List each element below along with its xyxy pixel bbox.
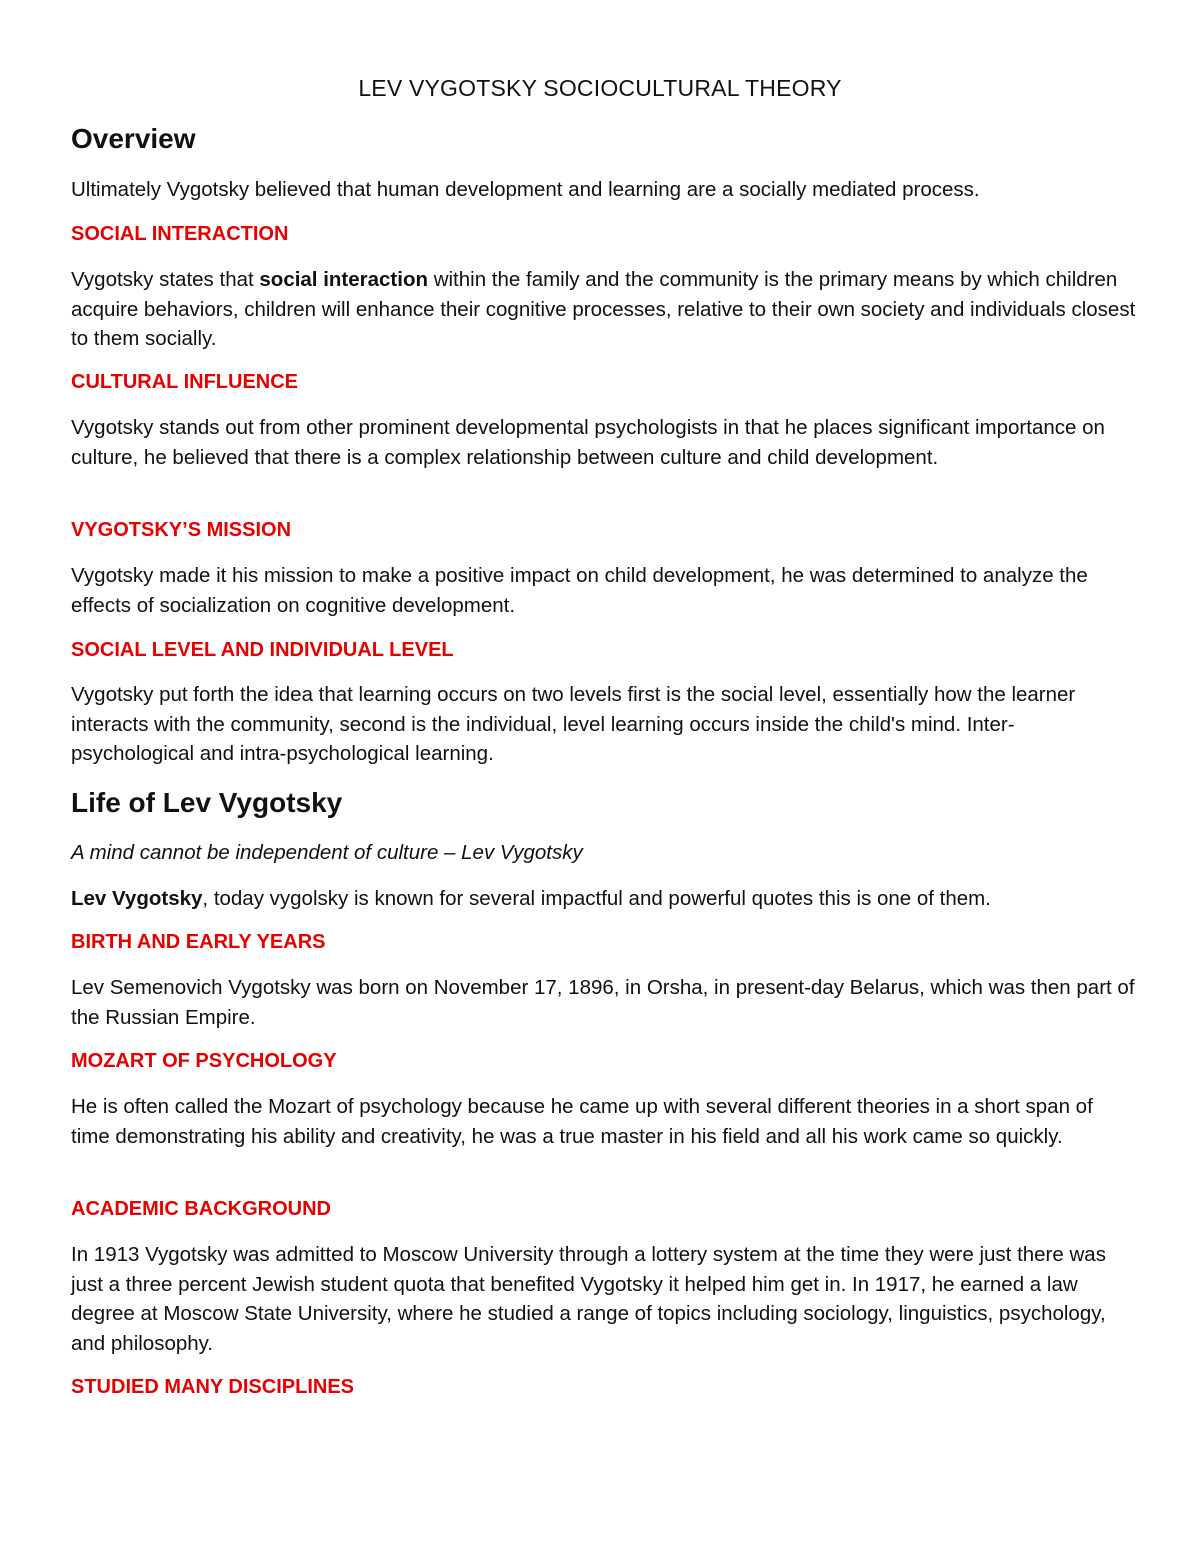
academic-heading: ACADEMIC BACKGROUND [71,1198,331,1220]
birth-paragraph: Lev Semenovich Vygotsky was born on November 17, 1896, in Orsha, in present-day Belarus, which was then part of the Russian Empire. [71,976,1135,1029]
disciplines-heading: STUDIED MANY DISCIPLINES [71,1376,354,1398]
life-quote [71,838,1136,868]
overview-heading: Overview [71,123,196,154]
mozart-paragraph: He is often called the Mozart of psychology because he came up with several different theories in a short span of time demonstrating his ability and creativity, he was a true master in his field and all his work came so quickly. [71,1095,1093,1148]
life-heading: Life of Lev Vygotsky [71,787,343,818]
social-interaction-heading: SOCIAL INTERACTION [71,223,289,245]
document-title: LEV VYGOTSKY SOCIOCULTURAL THEORY [358,75,842,101]
mozart-heading: MOZART OF PSYCHOLOGY [71,1050,337,1072]
birth-heading: BIRTH AND EARLY YEARS [71,931,326,953]
cultural-influence-paragraph: Vygotsky stands out from other prominent developmental psychologists in that he places significant importance on culture, he believed that there is a complex relationship between culture and child development. [71,416,1105,469]
quote-text: A mind cannot be independent of culture – Lev Vygotsky [71,841,583,864]
life-intro-text: , today vygolsky is known for several impactful and powerful quotes this is one of them. [202,887,991,910]
mission-heading: VYGOTSKY’S MISSION [71,519,292,541]
mission-paragraph: Vygotsky made it his mission to make a positive impact on child development, he was determined to analyze the effects of socialization on cognitive development. [71,564,1088,617]
life-intro-paragraph [71,884,1136,914]
cultural-influence-heading: CULTURAL INFLUENCE [71,371,299,393]
social-interaction-text-start: Vygotsky states that [71,268,260,291]
social-interaction-bold-term: social interaction [259,268,428,291]
levels-paragraph: Vygotsky put forth the idea that learning occurs on two levels first is the social level, essentially how the learner interacts with the community, second is the individual, level learning occurs inside the child's mind. Inter-psychological and intra-psychological learning. [71,683,1076,765]
levels-heading: SOCIAL LEVEL AND INDIVIDUAL LEVEL [71,639,454,661]
overview-paragraph: Ultimately Vygotsky believed that human development and learning are a socially mediated process. [71,178,980,201]
social-interaction-paragraph [71,265,1136,354]
life-intro-name: Lev Vygotsky [71,887,203,910]
social-interaction-text-end: within the family and the community is the primary means by which children acquire behaviors, children will enhance their cognitive processes, relative to their own society and individuals closest to them socially. [71,268,1136,350]
academic-paragraph: In 1913 Vygotsky was admitted to Moscow University through a lottery system at the time they were just there was just a three percent Jewish student quota that benefited Vygotsky it helped him get in. In 1917, he earned a law degree at Moscow State University, where he studied a range of topics including sociology, linguistics, psychology, and philosophy. [71,1243,1106,1355]
